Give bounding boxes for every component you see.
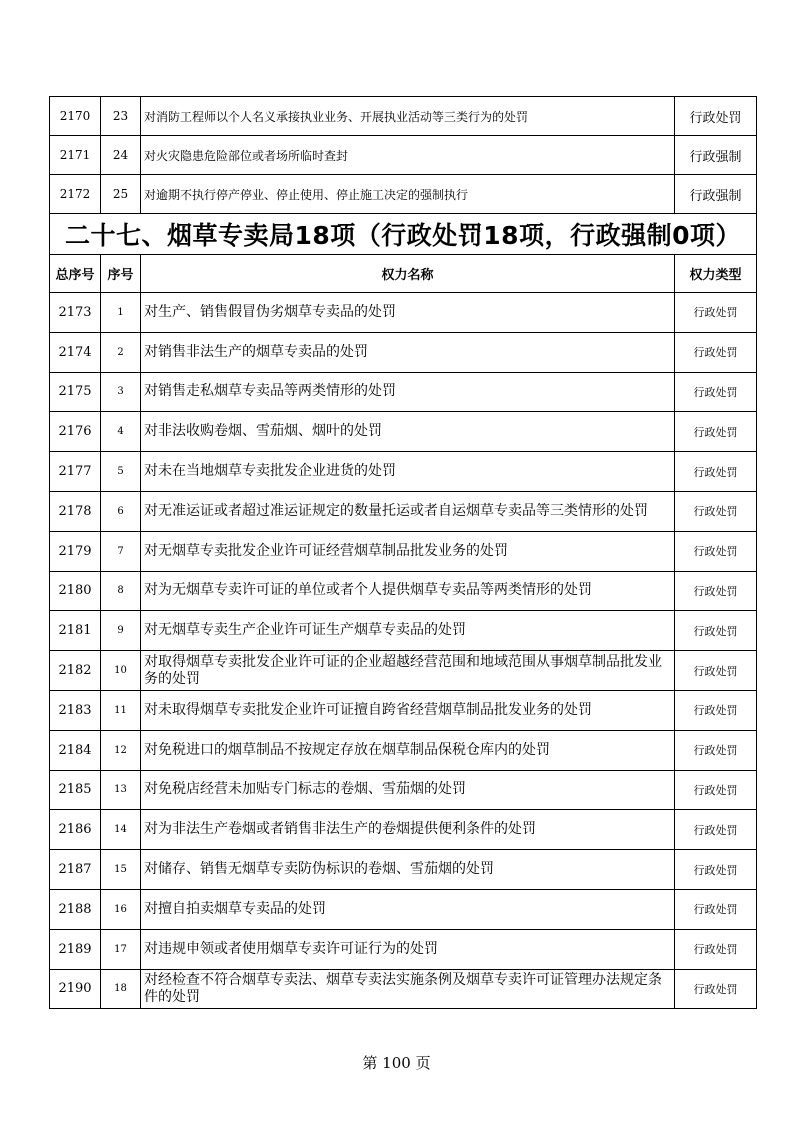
total-number-cell: 2180 — [50, 571, 101, 611]
table-row — [50, 929, 757, 969]
total-number-cell: 2170 — [50, 97, 101, 136]
total-number-cell: 2185 — [50, 770, 101, 810]
total-number-cell: 2174 — [50, 332, 101, 372]
power-name-cell: 对逾期不执行停产停业、停止使用、停止施工决定的强制执行 — [141, 175, 675, 214]
total-number-cell: 2184 — [50, 730, 101, 770]
table-row — [50, 730, 757, 770]
power-type-cell: 行政处罚 — [675, 651, 757, 691]
table-row — [50, 810, 757, 850]
table-row — [50, 372, 757, 412]
sequence-cell: 7 — [101, 531, 141, 571]
power-name-cell: 对擅自拍卖烟草专卖品的处罚 — [141, 889, 675, 929]
power-type-cell: 行政处罚 — [675, 929, 757, 969]
power-type-cell: 行政处罚 — [675, 850, 757, 890]
power-type-cell: 行政强制 — [675, 136, 757, 175]
power-name-cell: 对无烟草专卖生产企业许可证生产烟草专卖品的处罚 — [141, 611, 675, 651]
power-name-cell: 对免税进口的烟草制品不按规定存放在烟草制品保税仓库内的处罚 — [141, 730, 675, 770]
sequence-cell: 23 — [101, 97, 141, 136]
total-number-cell: 2181 — [50, 611, 101, 651]
power-type-cell: 行政处罚 — [675, 690, 757, 730]
table-row — [50, 531, 757, 571]
total-number-cell: 2188 — [50, 889, 101, 929]
power-name-cell: 对经检查不符合烟草专卖法、烟草专卖法实施条例及烟草专卖许可证管理办法规定条件的处罚 — [141, 969, 675, 1009]
sequence-cell: 13 — [101, 770, 141, 810]
header-power-name: 权力名称 — [141, 255, 675, 293]
page-number-footer: 第 100 页 — [362, 1054, 431, 1072]
power-type-cell: 行政处罚 — [675, 97, 757, 136]
power-name-cell: 对销售非法生产的烟草专卖品的处罚 — [141, 332, 675, 372]
table-row — [50, 571, 757, 611]
sequence-cell: 17 — [101, 929, 141, 969]
total-number-cell: 2176 — [50, 412, 101, 452]
total-number-cell: 2183 — [50, 690, 101, 730]
sequence-cell: 4 — [101, 412, 141, 452]
sequence-cell: 5 — [101, 452, 141, 492]
power-type-cell: 行政处罚 — [675, 889, 757, 929]
table-row — [50, 136, 757, 175]
sequence-cell: 10 — [101, 651, 141, 691]
power-type-cell: 行政处罚 — [675, 810, 757, 850]
total-number-cell: 2177 — [50, 452, 101, 492]
power-name-cell: 对储存、销售无烟草专卖防伪标识的卷烟、雪茄烟的处罚 — [141, 850, 675, 890]
total-number-cell: 2178 — [50, 491, 101, 531]
table-row — [50, 770, 757, 810]
power-type-cell: 行政处罚 — [675, 293, 757, 333]
table-row — [50, 97, 757, 136]
sequence-cell: 8 — [101, 571, 141, 611]
power-name-cell: 对销售走私烟草专卖品等两类情形的处罚 — [141, 372, 675, 412]
table-row — [50, 611, 757, 651]
table-row — [50, 651, 757, 691]
sequence-cell: 24 — [101, 136, 141, 175]
power-type-cell: 行政处罚 — [675, 770, 757, 810]
total-number-cell: 2172 — [50, 175, 101, 214]
sequence-cell: 6 — [101, 491, 141, 531]
table-body — [50, 97, 757, 1009]
power-type-cell: 行政处罚 — [675, 571, 757, 611]
header-power-type: 权力类型 — [675, 255, 757, 293]
total-number-cell: 2189 — [50, 929, 101, 969]
header-sequence: 序号 — [101, 255, 141, 293]
sequence-cell: 11 — [101, 690, 141, 730]
table-row — [50, 452, 757, 492]
sequence-cell: 15 — [101, 850, 141, 890]
sequence-cell: 12 — [101, 730, 141, 770]
table-row — [50, 969, 757, 1009]
total-number-cell: 2186 — [50, 810, 101, 850]
table-row — [50, 491, 757, 531]
sequence-cell: 9 — [101, 611, 141, 651]
total-number-cell: 2187 — [50, 850, 101, 890]
power-name-cell: 对生产、销售假冒伪劣烟草专卖品的处罚 — [141, 293, 675, 333]
power-name-cell: 对取得烟草专卖批发企业许可证的企业超越经营范围和地域范围从事烟草制品批发业务的处罚 — [141, 651, 675, 691]
power-type-cell: 行政处罚 — [675, 332, 757, 372]
total-number-cell: 2173 — [50, 293, 101, 333]
power-name-cell: 对无烟草专卖批发企业许可证经营烟草制品批发业务的处罚 — [141, 531, 675, 571]
power-name-cell: 对非法收购卷烟、雪茄烟、烟叶的处罚 — [141, 412, 675, 452]
sequence-cell: 1 — [101, 293, 141, 333]
sequence-cell: 14 — [101, 810, 141, 850]
power-type-cell: 行政处罚 — [675, 412, 757, 452]
power-name-cell: 对火灾隐患危险部位或者场所临时查封 — [141, 136, 675, 175]
sequence-cell: 18 — [101, 969, 141, 1009]
sequence-cell: 25 — [101, 175, 141, 214]
total-number-cell: 2182 — [50, 651, 101, 691]
power-name-cell: 对未在当地烟草专卖批发企业进货的处罚 — [141, 452, 675, 492]
power-name-cell: 对为无烟草专卖许可证的单位或者个人提供烟草专卖品等两类情形的处罚 — [141, 571, 675, 611]
table-row — [50, 175, 757, 214]
power-type-cell: 行政强制 — [675, 175, 757, 214]
power-name-cell: 对未取得烟草专卖批发企业许可证擅自跨省经营烟草制品批发业务的处罚 — [141, 690, 675, 730]
table-row — [50, 889, 757, 929]
power-name-cell: 对违规申领或者使用烟草专卖许可证行为的处罚 — [141, 929, 675, 969]
power-name-cell: 对免税店经营未加贴专门标志的卷烟、雪茄烟的处罚 — [141, 770, 675, 810]
power-type-cell: 行政处罚 — [675, 491, 757, 531]
power-type-cell: 行政处罚 — [675, 531, 757, 571]
power-name-cell: 对无准运证或者超过准运证规定的数量托运或者自运烟草专卖品等三类情形的处罚 — [141, 491, 675, 531]
power-type-cell: 行政处罚 — [675, 372, 757, 412]
total-number-cell: 2190 — [50, 969, 101, 1009]
power-type-cell: 行政处罚 — [675, 611, 757, 651]
table-row — [50, 332, 757, 372]
table-row — [50, 690, 757, 730]
sequence-cell: 3 — [101, 372, 141, 412]
sequence-cell: 16 — [101, 889, 141, 929]
header-total-number: 总序号 — [50, 255, 101, 293]
power-type-cell: 行政处罚 — [675, 969, 757, 1009]
power-type-cell: 行政处罚 — [675, 730, 757, 770]
power-list-table — [49, 96, 757, 1009]
sequence-cell: 2 — [101, 332, 141, 372]
power-name-cell: 对消防工程师以个人名义承接执业业务、开展执业活动等三类行为的处罚 — [141, 97, 675, 136]
table-row — [50, 412, 757, 452]
total-number-cell: 2179 — [50, 531, 101, 571]
power-list-table-wrapper — [49, 96, 756, 1009]
table-header-row — [50, 255, 757, 293]
section-title: 二十七、烟草专卖局18项（行政处罚18项，行政强制0项） — [50, 214, 757, 255]
power-type-cell: 行政处罚 — [675, 452, 757, 492]
total-number-cell: 2171 — [50, 136, 101, 175]
power-name-cell: 对为非法生产卷烟或者销售非法生产的卷烟提供便利条件的处罚 — [141, 810, 675, 850]
table-row — [50, 850, 757, 890]
section-title-row — [50, 214, 757, 255]
table-row — [50, 293, 757, 333]
total-number-cell: 2175 — [50, 372, 101, 412]
